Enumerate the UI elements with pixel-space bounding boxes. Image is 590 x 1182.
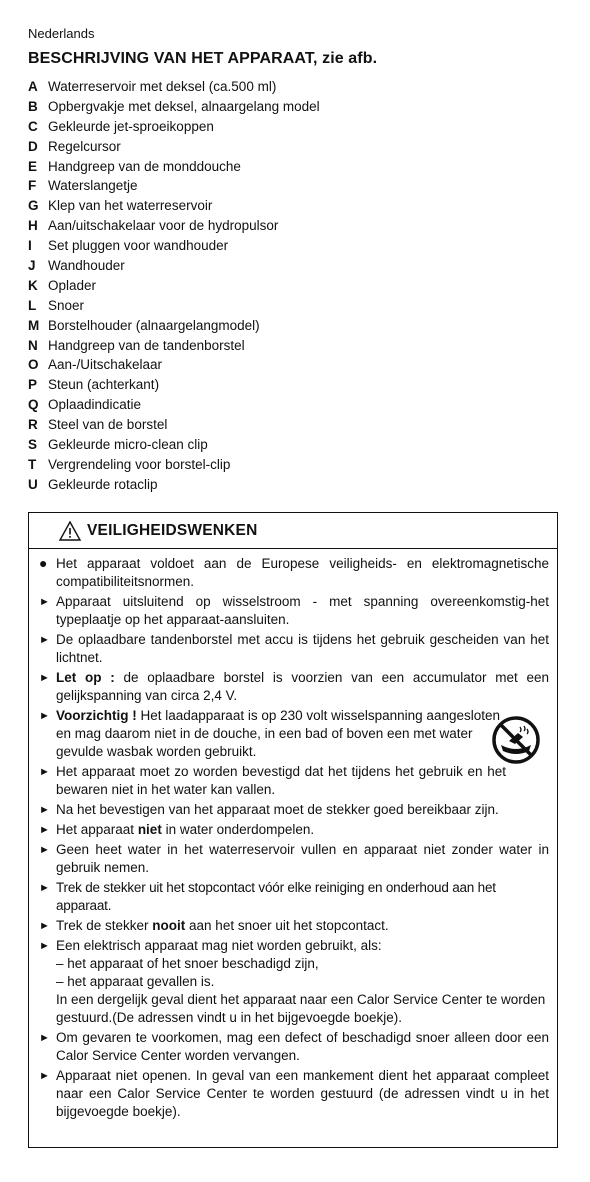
part-item xyxy=(28,196,320,216)
part-item xyxy=(28,117,320,137)
part-description: Snoer xyxy=(48,297,85,313)
part-description: Oplader xyxy=(48,277,97,293)
bullet-arrow-icon: ► xyxy=(39,882,50,894)
part-description: Steun (achterkant) xyxy=(48,377,160,393)
part-description: Gekleurde micro-clean clip xyxy=(48,437,208,453)
part-item xyxy=(28,157,320,177)
part-description: Steel van de borstel xyxy=(48,417,168,433)
part-letter: Q xyxy=(28,397,39,413)
safety-text: Trek de stekker xyxy=(56,918,153,933)
part-description: Handgreep van de tandenborstel xyxy=(48,337,245,353)
bullet-dot-icon: ● xyxy=(39,555,48,571)
safety-header xyxy=(29,513,557,549)
safety-item xyxy=(39,821,549,839)
safety-text: In een dergelijk geval dient het apparaat naar een Calor Service Center te worden gestuurd.(De adressen vindt u in het bijgevoegde boekje). xyxy=(56,992,546,1025)
part-description: Wandhouder xyxy=(48,258,125,274)
part-description: Handgreep van de monddouche xyxy=(48,158,241,174)
safety-emphasis: nooit xyxy=(152,918,186,933)
bullet-arrow-icon: ► xyxy=(39,920,50,932)
part-item xyxy=(28,236,320,256)
safety-title: VEILIGHEIDSWENKEN xyxy=(87,521,258,539)
bullet-arrow-icon: ► xyxy=(39,634,50,646)
safety-item xyxy=(39,917,549,935)
bullet-arrow-icon: ► xyxy=(39,1032,50,1044)
safety-text: Het apparaat voldoet aan de Europese veiligheids- en elektromagnetische compatibiliteitsnormen. xyxy=(56,556,549,589)
part-description: Klep van het waterreservoir xyxy=(48,198,213,214)
safety-text: Trek de stekker uit het stopcontact vóór elke reiniging en onderhoud aan het apparaat. xyxy=(56,880,496,913)
safety-emphasis: Let op : xyxy=(56,670,115,685)
bullet-arrow-icon: ► xyxy=(39,672,50,684)
part-letter: G xyxy=(28,198,39,214)
language-label: Nederlands xyxy=(28,26,95,41)
page-title: BESCHRIJVING VAN HET APPARAAT, zie afb. xyxy=(28,50,378,67)
safety-item xyxy=(39,763,506,799)
part-letter: E xyxy=(28,158,38,174)
part-letter: A xyxy=(28,79,38,94)
safety-emphasis: Voorzichtig ! xyxy=(56,708,137,723)
safety-item xyxy=(39,669,549,705)
part-item xyxy=(28,395,320,415)
part-description: Vergrendeling voor borstel-clip xyxy=(48,456,231,472)
part-item xyxy=(28,375,320,395)
safety-items xyxy=(39,555,549,1123)
parts-list xyxy=(28,77,320,495)
bullet-arrow-icon: ► xyxy=(39,710,50,722)
bullet-arrow-icon: ► xyxy=(39,824,50,836)
safety-item xyxy=(39,801,549,819)
bullet-arrow-icon: ► xyxy=(39,804,50,816)
part-description: Waterslangetje xyxy=(48,178,138,194)
safety-text: de oplaadbare borstel is voorzien van een accumulator met een gelijkspanning van circa 2,4 V. xyxy=(56,670,549,703)
bullet-arrow-icon: ► xyxy=(39,844,50,856)
part-description: Waterreservoir met deksel (ca.500 ml) xyxy=(48,79,277,94)
part-description: Regelcursor xyxy=(48,138,121,154)
safety-item xyxy=(39,707,506,761)
part-description: Aan-/Uitschakelaar xyxy=(48,357,163,373)
part-letter: U xyxy=(28,476,38,492)
part-item xyxy=(28,455,320,475)
part-item xyxy=(28,137,320,157)
part-letter: R xyxy=(28,417,38,433)
part-description: Borstelhouder (alnaargelangmodel) xyxy=(48,317,260,333)
safety-subitem: – het apparaat of het snoer beschadigd zijn, xyxy=(56,956,319,971)
part-item xyxy=(28,475,320,495)
part-description: Gekleurde jet-sproeikoppen xyxy=(48,118,214,134)
safety-item xyxy=(39,1067,549,1121)
safety-item xyxy=(39,631,549,667)
part-letter: P xyxy=(28,377,38,393)
safety-emphasis: niet xyxy=(137,822,162,837)
safety-item xyxy=(39,841,549,877)
part-item xyxy=(28,316,320,336)
part-description: Gekleurde rotaclip xyxy=(48,476,158,492)
part-letter: L xyxy=(28,297,37,313)
part-item xyxy=(28,435,320,455)
part-letter: T xyxy=(28,456,37,472)
part-description: Oplaadindicatie xyxy=(48,397,142,413)
part-letter: K xyxy=(28,277,38,293)
part-description: Set pluggen voor wandhouder xyxy=(48,238,229,254)
safety-text: aan het snoer uit het stopcontact. xyxy=(185,918,389,933)
part-item xyxy=(28,176,320,196)
safety-item xyxy=(39,555,549,591)
part-letter: C xyxy=(28,118,38,134)
safety-text: Apparaat niet openen. In geval van een mankement dient het apparaat compleet naar een Calor Service Center te worden gestuurd (de adressen vindt u in het bijgevoegde boekje). xyxy=(56,1068,549,1119)
part-item xyxy=(28,276,320,296)
safety-text: Het apparaat xyxy=(56,822,138,837)
part-letter: N xyxy=(28,337,38,353)
part-letter: F xyxy=(28,178,37,194)
part-letter: J xyxy=(28,258,36,274)
safety-text: Apparaat uitsluitend op wisselstroom - met spanning overeenkomstig-het typeplaatje op het apparaat-aansluiten. xyxy=(56,594,549,627)
safety-text: in water onderdompelen. xyxy=(161,822,315,837)
part-item xyxy=(28,77,320,97)
part-item xyxy=(28,296,320,316)
safety-subitem: – het apparaat gevallen is. xyxy=(56,974,215,989)
part-description: Opbergvakje met deksel, alnaargelang model xyxy=(48,98,320,114)
part-item xyxy=(28,256,320,276)
part-letter: S xyxy=(28,437,38,453)
part-letter: O xyxy=(28,357,39,373)
warning-triangle-icon xyxy=(59,521,81,541)
safety-text: Het apparaat moet zo worden bevestigd dat het tijdens het gebruik en het bewaren niet in het water kan vallen. xyxy=(56,764,506,797)
safety-text: Een elektrisch apparaat mag niet worden gebruikt, als: xyxy=(56,938,382,953)
safety-item xyxy=(39,879,549,915)
part-letter: M xyxy=(28,317,40,333)
safety-text: Om gevaren te voorkomen, mag een defect of beschadigd snoer alleen door een Calor Service Center worden vervangen. xyxy=(56,1030,549,1063)
safety-item xyxy=(39,593,549,629)
safety-text: De oplaadbare tandenborstel met accu is tijdens het gebruik gescheiden van het lichtnet. xyxy=(56,632,549,665)
safety-text: Het laadapparaat is op 230 volt wisselspanning aangesloten en mag daarom niet in de douche, in een bad of boven een met water gevulde wasbak worden gebruikt. xyxy=(56,708,500,759)
safety-item xyxy=(39,937,549,1027)
part-letter: D xyxy=(28,138,38,154)
safety-box xyxy=(28,512,558,1148)
bullet-arrow-icon: ► xyxy=(39,940,50,952)
part-letter: I xyxy=(28,238,32,254)
bullet-arrow-icon: ► xyxy=(39,596,50,608)
part-letter: H xyxy=(28,218,38,234)
part-letter: B xyxy=(28,98,38,114)
part-item xyxy=(28,97,320,117)
part-item xyxy=(28,415,320,435)
safety-text: Na het bevestigen van het apparaat moet de stekker goed bereikbaar zijn. xyxy=(56,802,499,817)
safety-item xyxy=(39,1029,549,1065)
part-item xyxy=(28,216,320,236)
part-item xyxy=(28,336,320,356)
safety-text: Geen heet water in het waterreservoir vullen en apparaat niet zonder water in gebruik nemen. xyxy=(56,842,549,875)
bullet-arrow-icon: ► xyxy=(39,1070,50,1082)
part-item xyxy=(28,355,320,375)
part-description: Aan/uitschakelaar voor de hydropulsor xyxy=(48,218,279,234)
bullet-arrow-icon: ► xyxy=(39,766,50,778)
